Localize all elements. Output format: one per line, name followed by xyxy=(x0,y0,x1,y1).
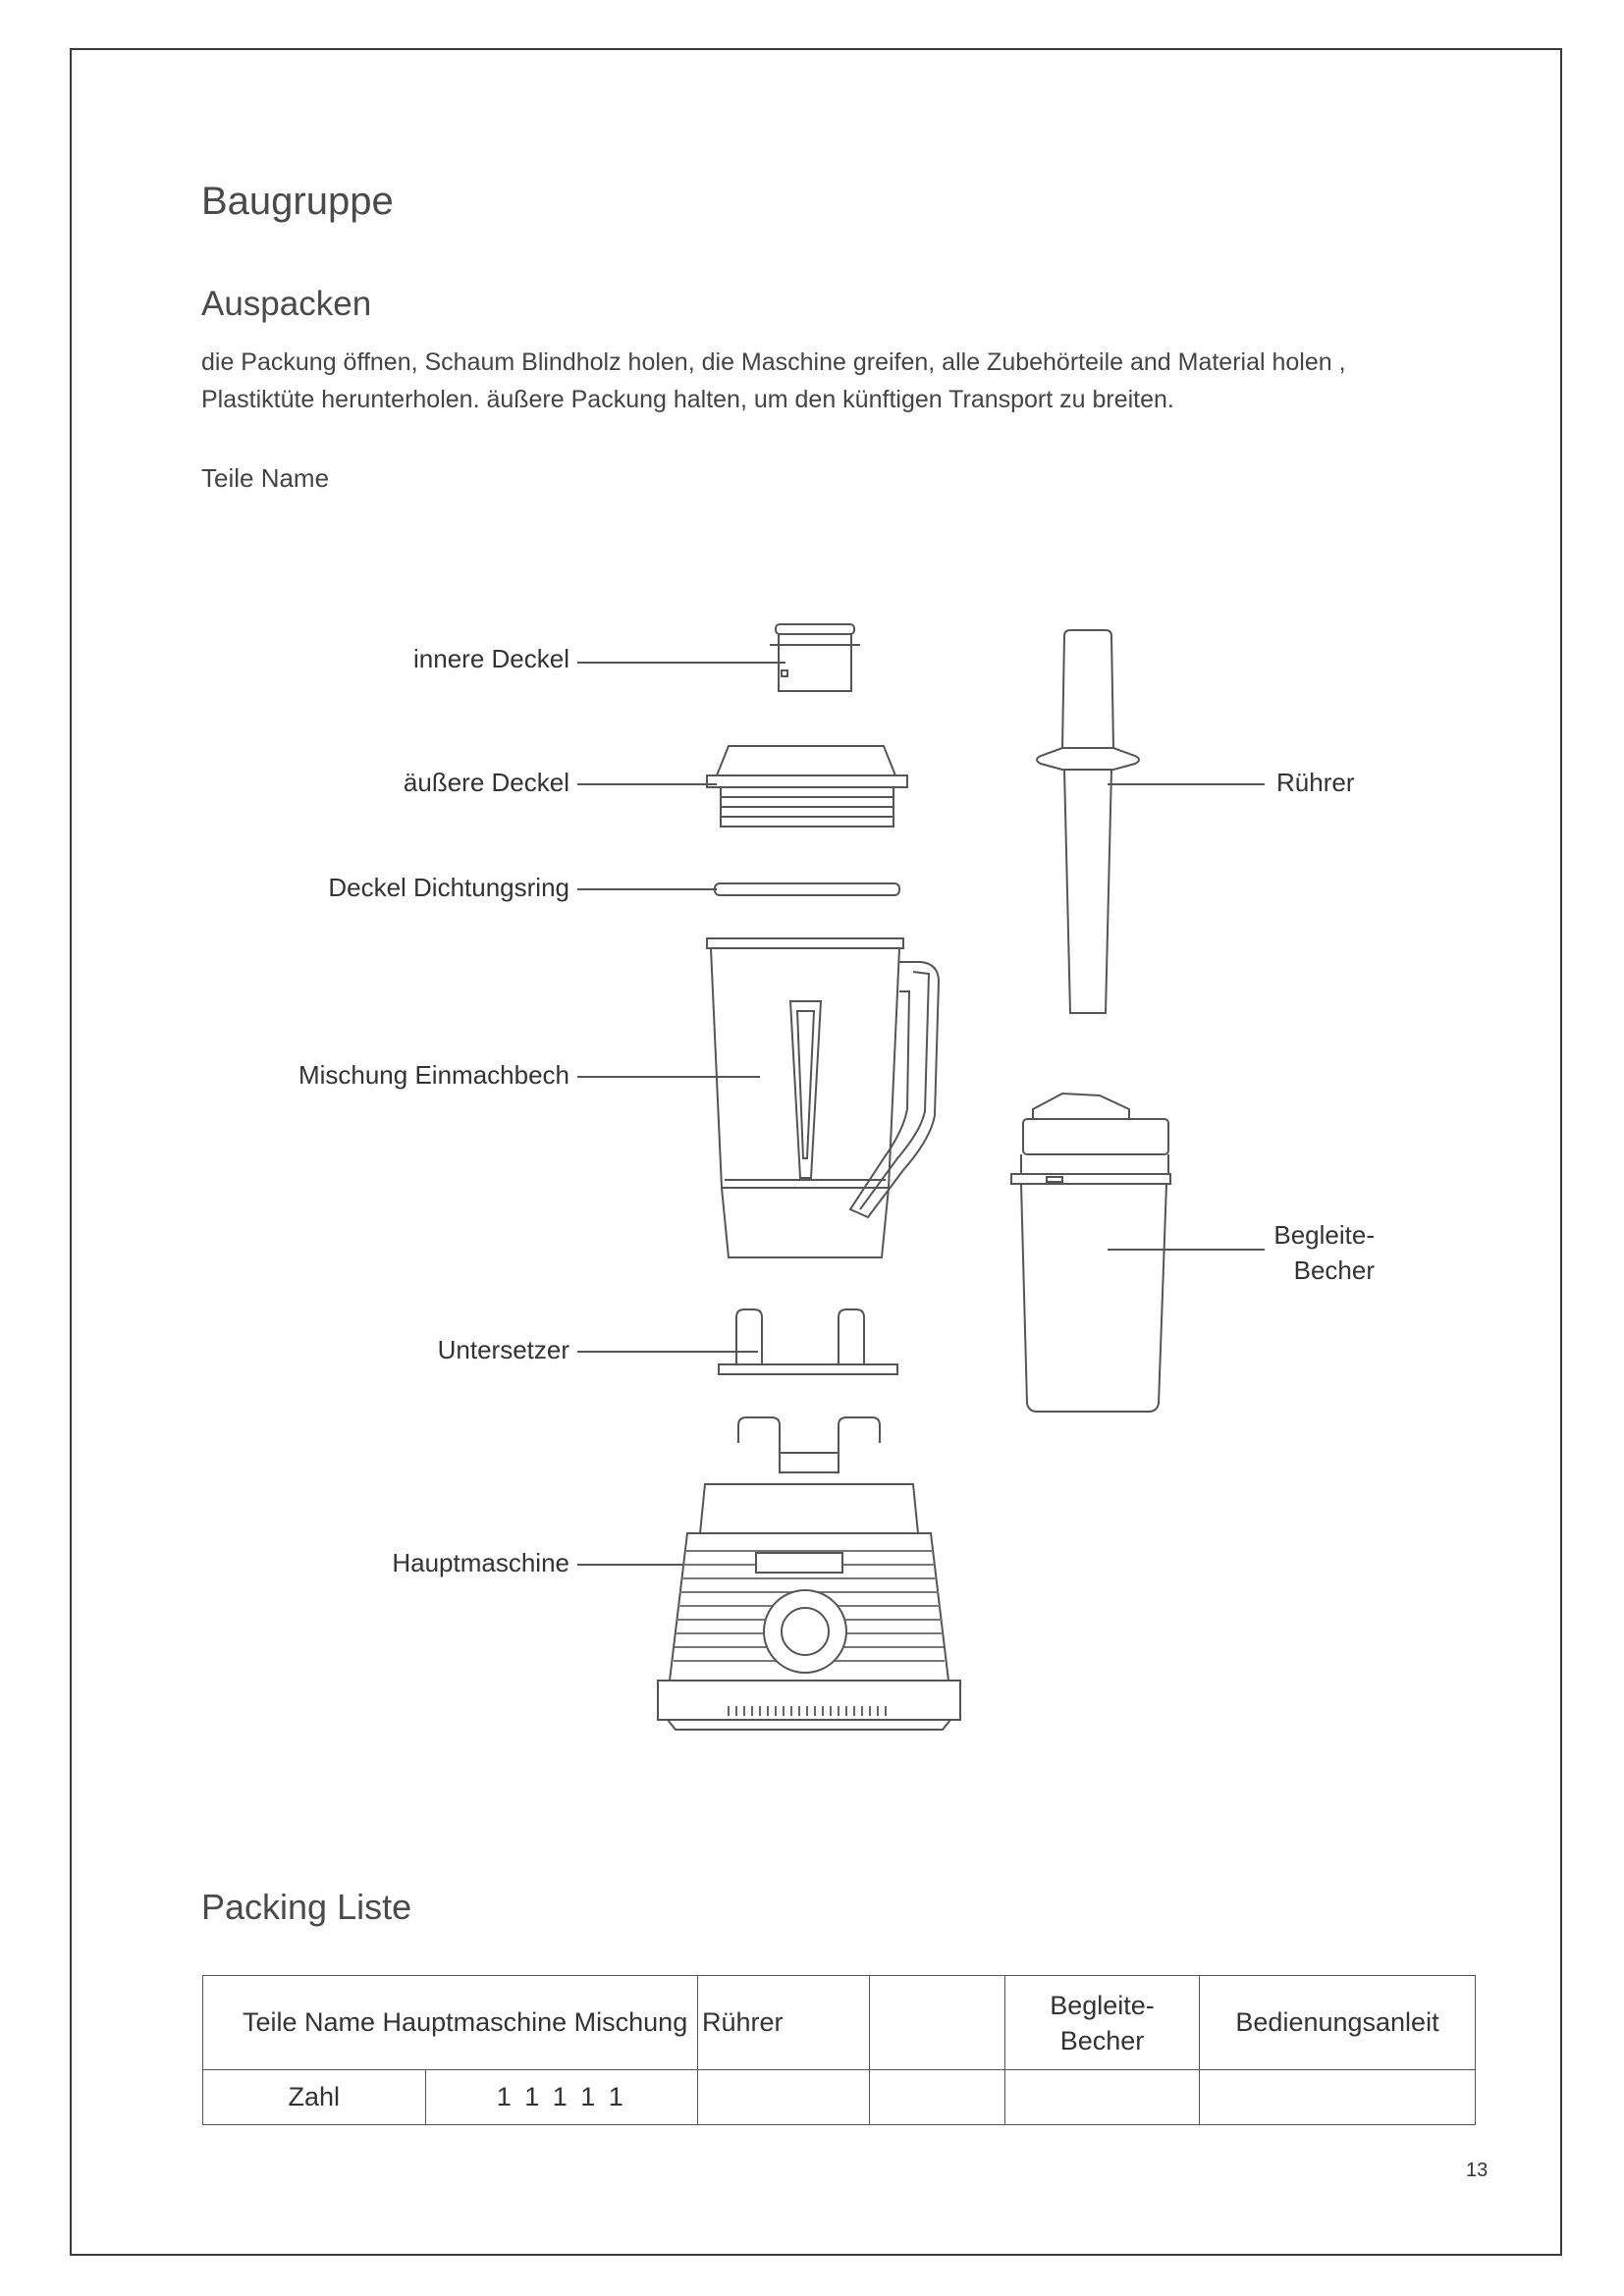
outer-lid-drawing xyxy=(707,746,907,827)
header-cell-manual: Bedienungsanleit xyxy=(1200,1976,1476,2070)
main-unit-drawing xyxy=(658,1417,960,1730)
label-outer-lid: äußere Deckel xyxy=(403,768,569,797)
jar-drawing xyxy=(707,938,939,1257)
header-travel-cup-line2: Becher xyxy=(1059,2025,1145,2056)
label-coaster: Untersetzer xyxy=(437,1335,569,1364)
label-travel-cup xyxy=(1272,1217,1375,1288)
instruction-line-2: Plastiktüte herunterholen. äußere Packung halten, um den künftigen Transport zu breiten. xyxy=(201,386,1174,413)
instruction-line-1: die Packung öffnen, Schaum Blindholz holen, die Maschine greifen, alle Zubehörteile and Material holen , xyxy=(201,348,1346,376)
label-main-unit: Hauptmaschine xyxy=(392,1548,569,1577)
label-travel-cup-line2: Becher xyxy=(1293,1255,1375,1285)
section-title-baugruppe: Baugruppe xyxy=(201,180,394,223)
packing-list-table xyxy=(202,1975,1476,2125)
header-cell-empty-4 xyxy=(870,1976,1005,2070)
header-travel-cup-line1: Begleite- xyxy=(1050,1990,1155,2020)
travel-cup-drawing xyxy=(1011,1094,1170,1412)
table-row xyxy=(203,2070,1476,2125)
table-header-row xyxy=(203,1976,1476,2070)
page-number: 13 xyxy=(1466,2160,1489,2181)
row-cell-empty-4 xyxy=(870,2070,1005,2125)
row-cell-empty-5 xyxy=(1005,2070,1200,2125)
label-seal-ring: Deckel Dichtungsring xyxy=(328,873,569,902)
parts-name-heading: Teile Name xyxy=(201,463,330,493)
header-cell-travel-cup xyxy=(1005,1976,1200,2070)
row-cell-quantities: 1 1 1 1 1 xyxy=(425,2070,697,2125)
subsection-title-auspacken: Auspacken xyxy=(201,285,372,323)
row-cell-empty-3 xyxy=(698,2070,870,2125)
label-tamper: Rührer xyxy=(1276,768,1355,797)
header-cell-tamper: Rührer xyxy=(698,1976,870,2070)
row-cell-empty-6 xyxy=(1200,2070,1476,2125)
inner-lid-drawing xyxy=(770,624,860,691)
label-inner-lid: innere Deckel xyxy=(413,644,569,673)
coaster-drawing xyxy=(719,1309,897,1374)
label-travel-cup-line1: Begleite- xyxy=(1273,1220,1375,1250)
tamper-drawing xyxy=(1037,630,1139,1013)
row-cell-label: Zahl xyxy=(203,2070,426,2125)
seal-ring-drawing xyxy=(715,883,899,895)
label-jar: Mischung Einmachbech xyxy=(298,1060,569,1090)
section-title-packing-list: Packing Liste xyxy=(201,1887,412,1927)
header-cell-parts: Teile Name Hauptmaschine Mischung xyxy=(203,1976,698,2070)
